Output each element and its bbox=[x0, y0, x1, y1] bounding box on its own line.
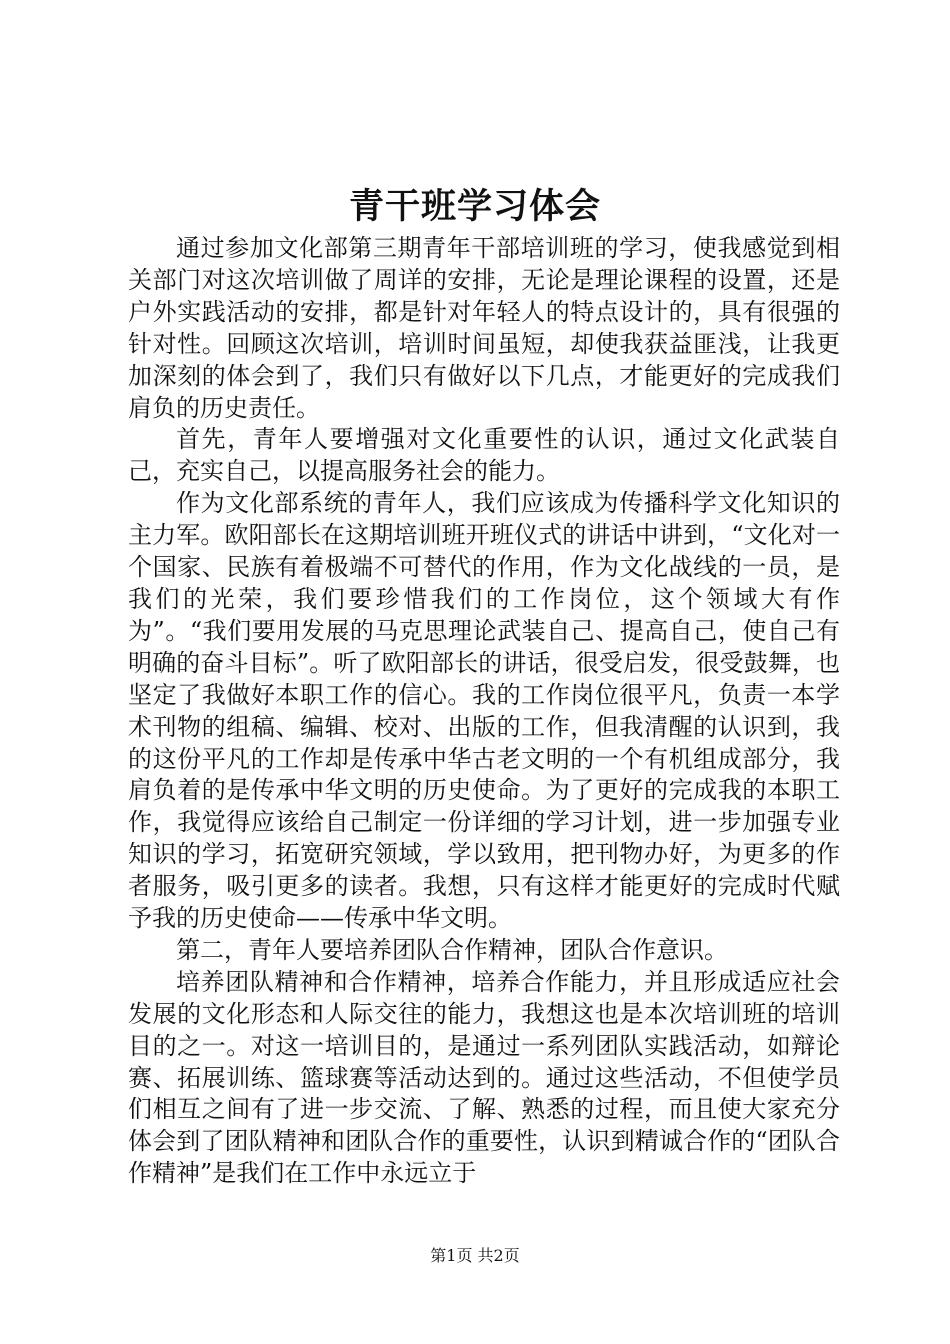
paragraph-2: 首先，青年人要增强对文化重要性的认识，通过文化武装自己，充实自己，以提高服务社会的能力。 bbox=[128, 425, 840, 486]
paragraph-3: 作为文化部系统的青年人，我们应该成为传播科学文化知识的主力军。欧阳部长在这期培训班开班仪式的讲话中讲到，“文化对一个国家、民族有着极端不可替代的作用，作为文化战线的一员，是我们的光荣，我们要珍惜我们的工作岗位，这个领域大有作为”。“我们要用发展的马克思理论武装自己、提高自己，使自己有明确的奋斗目标”。听了欧阳部长的讲话，很受启发，很受鼓舞，也坚定了我做好本职工作的信心。我的工作岗位很平凡，负责一本学术刊物的组稿、编辑、校对、出版的工作，但我清醒的认识到，我的这份平凡的工作却是传承中华古老文明的一个有机组成部分，我肩负着的是传承中华文明的历史使命。为了更好的完成我的本职工作，我觉得应该给自己制定一份详细的学习计划，进一步加强专业知识的学习，拓宽研究领域，学以致用，把刊物办好，为更多的作者服务，吸引更多的读者。我想，只有这样才能更好的完成时代赋予我的历史使命——传承中华文明。 bbox=[128, 489, 840, 933]
paragraph-5: 培养团队精神和合作精神，培养合作能力，并且形成适应社会发展的文化形态和人际交往的能力，我想这也是本次培训班的培训目的之一。对这一培训目的，是通过一系列团队实践活动，如辩论赛、拓展训练、篮球赛等活动达到的。通过这些活动，不但使学员们相互之间有了进一步交流、了解、熟悉的过程，而且使大家充分体会到了团队精神和团队合作的重要性，认识到精诚合作的“团队合作精神”是我们在工作中永远立于 bbox=[128, 967, 840, 1188]
document-body bbox=[128, 233, 840, 1190]
page-footer: 第1页 共2页 bbox=[430, 1246, 520, 1265]
paragraph-1: 通过参加文化部第三期青年干部培训班的学习，使我感觉到相关部门对这次培训做了周详的安排，无论是理论课程的设置，还是户外实践活动的安排，都是针对年轻人的特点设计的，具有很强的针对性。回顾这次培训，培训时间虽短，却使我获益匪浅，让我更加深刻的体会到了，我们只有做好以下几点，才能更好的完成我们肩负的历史责任。 bbox=[128, 234, 840, 422]
document-title: 青干班学习体会 bbox=[348, 186, 601, 227]
paragraph-4: 第二，青年人要培养团队合作精神，团队合作意识。 bbox=[176, 935, 728, 964]
